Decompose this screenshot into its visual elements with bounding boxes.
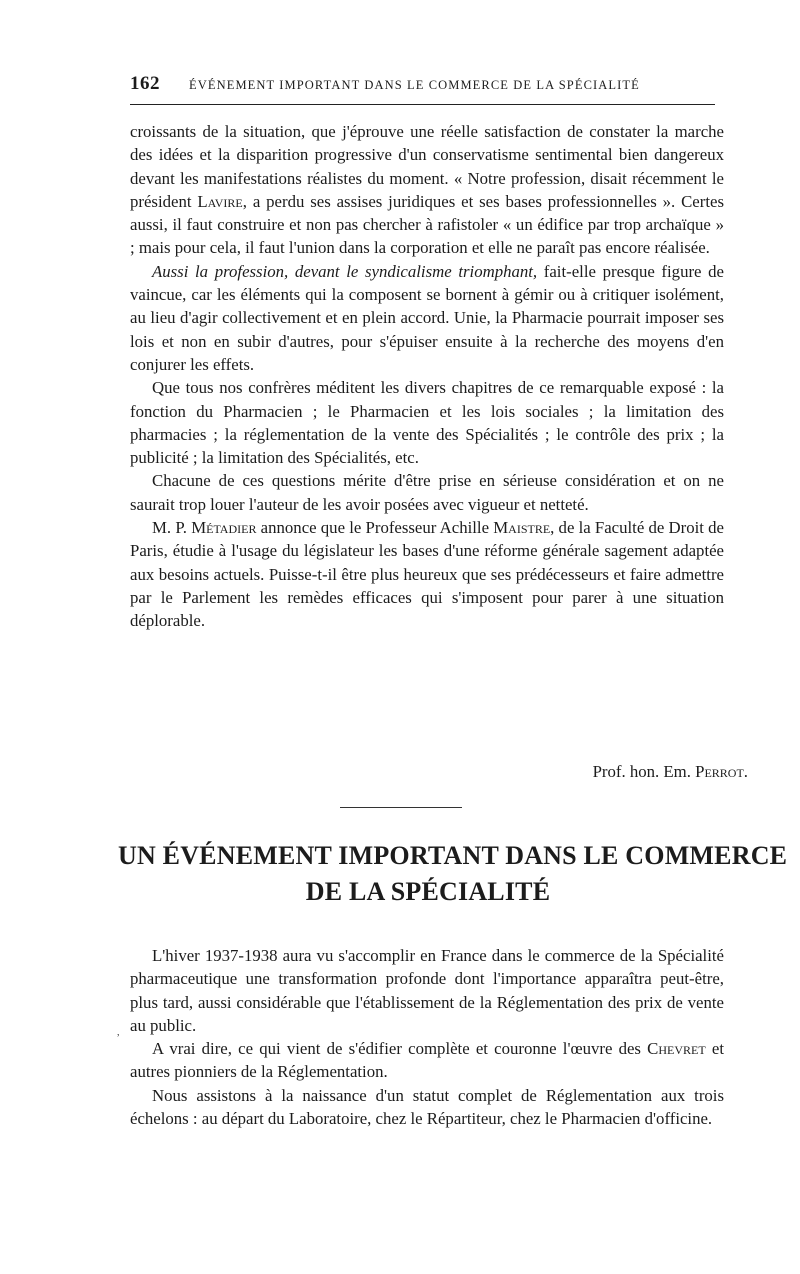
italic-phrase: Aussi la profession, devant le syndicalisme triomphant,	[152, 261, 538, 281]
paragraph: M. P. Métadier annonce que le Professeur Achille Maistre, de la Faculté de Droit de Paris, étudie à l'usage du législateur les bases d'une réforme générale sagement adaptée aux besoins actuels. Puisse-t-il être plus heureux que ses prédécesseurs et faire admettre par le Parlement les remèdes efficaces qui s'imposent pour parer à une situation déplorable.	[130, 518, 724, 631]
margin-mark: ,	[117, 1027, 120, 1038]
section-title-line: DE LA SPÉCIALITÉ	[305, 877, 551, 906]
paragraph: Aussi la profession, devant le syndicalisme triomphant, fait-elle presque figure de vaincue, car les éléments qui la composent se bornent à gémir ou à critiquer isolément, au lieu d'agir collectivement et en plein accord. Unie, la Pharmacie pourrait imposer ses lois et non en subir d'autres, pour s'épuiser ensuite à la recherche des moyens d'en conjurer les effets.	[130, 261, 724, 374]
paragraph: L'hiver 1937-1938 aura vu s'accomplir en France dans le commerce de la Spécialité pharmaceutique une transformation profonde dont l'importance apparaîtra peut-être, plus tard, aussi considérable que l'établissement de la Réglementation des prix de vente au public.	[130, 946, 724, 1035]
person-name: Maistre	[493, 518, 551, 538]
person-name: Lavire	[197, 191, 243, 211]
page-number: 162	[130, 73, 160, 94]
running-title: ÉVÉNEMENT IMPORTANT DANS LE COMMERCE DE LA SPÉCIALITÉ	[189, 78, 640, 92]
person-name: Métadier	[191, 518, 257, 538]
section-title	[118, 838, 788, 910]
section-divider	[340, 807, 462, 808]
article-body	[130, 120, 724, 633]
paragraph: Chacune de ces questions mérite d'être prise en sérieuse considération et on ne saurait trop louer l'auteur de les avoir posées avec vigueur et netteté.	[130, 471, 724, 514]
paragraph: Nous assistons à la naissance d'un statut complet de Réglementation aux trois échelons : au départ du Laboratoire, chez le Répartiteur, chez le Pharmacien d'officine.	[130, 1085, 724, 1129]
running-header	[130, 70, 715, 105]
person-name: Chevret	[647, 1039, 706, 1059]
paragraph: croissants de la situation, que j'éprouve une réelle satisfaction de constater la marche des idées et la disparition progressive d'un conservatisme sentimental bien dangereux devant les manifestations réalistes du moment. « Notre profession, disait récemment le président Lavire, a perdu ses assises juridiques et ses bases professionnelles ». Certes aussi, il faut construire et non pas chercher à rafistoler « un édifice par trop archaïque » ; mais pour cela, il faut l'union dans la corporation et elle ne paraît pas encore réalisée.	[130, 122, 724, 258]
author-signature: Prof. hon. Em. Perrot.	[592, 762, 748, 781]
author-name: Perrot	[695, 762, 744, 781]
paragraph: Que tous nos confrères méditent les divers chapitres de ce remarquable exposé : la fonction du Pharmacien ; le Pharmacien et les lois sociales ; la limitation des pharmacies ; la réglementation de la vente des Spécialités ; le contrôle des prix ; la publicité ; la limitation des Spécialités, etc.	[130, 378, 724, 468]
section-body	[130, 944, 724, 1130]
section-title-line: UN ÉVÉNEMENT IMPORTANT DANS LE COMMERCE	[118, 841, 788, 870]
paragraph: A vrai dire, ce qui vient de s'édifier complète et couronne l'œuvre des Chevret et autres pionniers de la Réglementation.	[130, 1039, 724, 1082]
